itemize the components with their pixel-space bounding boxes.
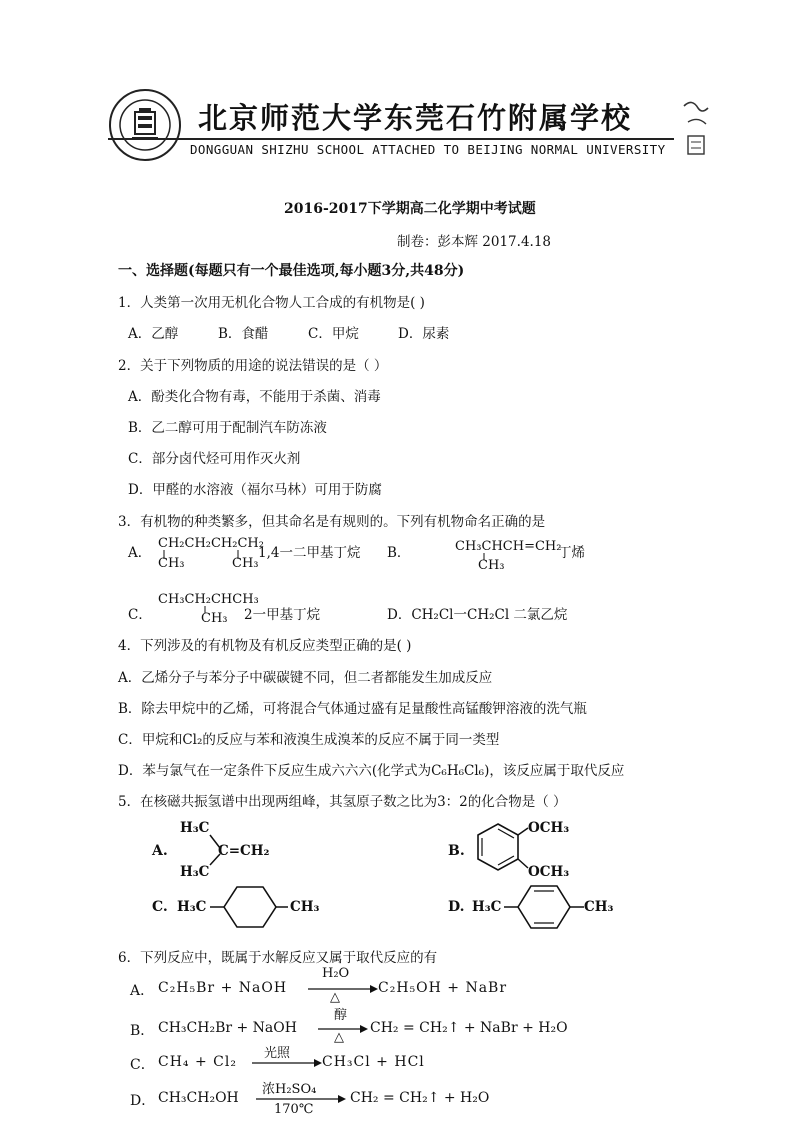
q6-option-a-products: C₂H₅OH + NaBr xyxy=(378,980,508,996)
q3-option-a-methyl-left: CH₃ xyxy=(158,556,185,571)
q5-option-a-label: A. xyxy=(152,843,168,859)
q6-option-d-label: D． xyxy=(130,1093,156,1109)
q5-option-a-formula: C=CH₂ xyxy=(218,843,270,859)
school-emblem xyxy=(108,88,182,162)
q4-option-d: D．苯与氯气在一定条件下反应生成六六六(化学式为C₆H₆Cl₆)，该反应属于取代反应 xyxy=(118,763,625,779)
q1-stem: 1．人类第一次用无机化合物人工合成的有机物是( ) xyxy=(118,295,425,311)
q5-option-b-label: B. xyxy=(448,843,465,859)
q3-option-a-formula: CH₂CH₂CH₂CH₂ xyxy=(158,536,264,551)
q6-option-b-condition-top: 醇 xyxy=(334,1008,348,1023)
q6-option-c-products: CH₃Cl + HCl xyxy=(322,1054,425,1070)
q3-option-b-name: 丁烯 xyxy=(558,545,585,561)
q6-option-b-condition-bottom: △ xyxy=(334,1030,344,1045)
q6-option-a-condition-bottom: △ xyxy=(330,990,340,1005)
q5-option-c-right: CH₃ xyxy=(290,899,320,915)
q5-option-d-label: D. xyxy=(448,899,465,915)
q6-option-b-products: CH₂ = CH₂↑ + NaBr + H₂O xyxy=(370,1020,568,1036)
header-rule xyxy=(108,138,674,140)
q6-option-a-arrow xyxy=(308,984,378,994)
signature-mark xyxy=(680,96,714,160)
q5-option-c-left: H₃C xyxy=(177,899,207,915)
q6-option-d-condition-bottom: 170℃ xyxy=(274,1102,314,1117)
q3-option-c-name: 2一甲基丁烷 xyxy=(244,607,321,623)
q6-option-d-products: CH₂ = CH₂↑ + H₂O xyxy=(350,1090,490,1106)
q2-option-a: A．酚类化合物有毒，不能用于杀菌、消毒 xyxy=(128,389,381,405)
q6-option-c-reactants: CH₄ + Cl₂ xyxy=(158,1054,237,1070)
q6-stem: 6．下列反应中，既属于水解反应又属于取代反应的有 xyxy=(118,950,438,966)
q5-option-d-left: H₃C xyxy=(472,899,502,915)
q5-option-d-benzene-ring xyxy=(504,882,586,932)
q6-option-a-label: A． xyxy=(130,983,155,999)
q6-option-a-condition-top: H₂O xyxy=(322,966,350,981)
q3-option-c-label: C． xyxy=(128,607,152,623)
q5-option-d-right: CH₃ xyxy=(584,899,614,915)
q3-option-b-label: B． xyxy=(387,545,411,561)
q2-stem: 2．关于下列物质的用途的说法错误的是（ ） xyxy=(118,358,388,374)
q6-option-b-label: B． xyxy=(130,1023,155,1039)
q6-option-c-condition-top: 光照 xyxy=(264,1046,291,1061)
school-name-en: DONGGUAN SHIZHU SCHOOL ATTACHED TO BEIJING NORMAL UNIVERSITY xyxy=(190,142,666,157)
q1-option-d: D．尿素 xyxy=(398,326,450,342)
q5-option-a-h3c-bottom: H₃C xyxy=(180,864,210,880)
q1-option-c: C．甲烷 xyxy=(308,326,359,342)
section-title: 一、选择题(每题只有一个最佳选项,每小题3分,共48分) xyxy=(118,263,465,279)
school-name-cn: 北京师范大学东莞石竹附属学校 xyxy=(198,101,633,135)
q3-option-b-methyl: CH₃ xyxy=(478,558,505,573)
q3-option-a-name: 1,4一二甲基丁烷 xyxy=(258,545,361,561)
q2-option-d: D．甲醛的水溶液（福尔马林）可用于防腐 xyxy=(128,482,382,498)
q3-stem: 3．有机物的种类繁多，但其命名是有规则的。下列有机物命名正确的是 xyxy=(118,514,546,530)
q5-option-b-och3-top: OCH₃ xyxy=(528,820,570,836)
q3-option-a-label: A． xyxy=(128,545,152,561)
q3-option-b-formula: CH₃CHCH=CH₂ xyxy=(455,539,562,554)
q6-option-d-reactants: CH₃CH₂OH xyxy=(158,1090,239,1106)
exam-title: 2016-2017下学期高二化学期中考试题 xyxy=(284,201,536,217)
q5-option-b-och3-bottom: OCH₃ xyxy=(528,864,570,880)
q6-option-d-condition-top: 浓H₂SO₄ xyxy=(262,1082,317,1097)
q3-option-c-methyl: CH₃ xyxy=(201,611,228,626)
q3-option-c-formula: CH₃CH₂CHCH₃ xyxy=(158,592,259,607)
q4-option-b: B．除去甲烷中的乙烯，可将混合气体通过盛有足量酸性高锰酸钾溶液的洗气瓶 xyxy=(118,701,587,717)
q5-stem: 5．在核磁共振氢谱中出现两组峰，其氢原子数之比为3：2的化合物是（ ） xyxy=(118,794,567,810)
q6-option-a-reactants: C₂H₅Br + NaOH xyxy=(158,980,288,996)
q2-option-c: C．部分卤代烃可用作灭火剂 xyxy=(128,451,301,467)
q3-option-d: D．CH₂Cl一CH₂Cl 二氯乙烷 xyxy=(387,607,568,623)
q6-option-b-reactants: CH₃CH₂Br + NaOH xyxy=(158,1020,297,1036)
q1-option-a: A．乙醇 xyxy=(128,326,179,342)
q3-option-a-methyl-right: CH₃ xyxy=(232,556,259,571)
q6-option-c-arrow xyxy=(252,1058,322,1068)
exam-author: 制卷：彭本辉 2017.4.18 xyxy=(397,234,551,250)
q2-option-b: B．乙二醇可用于配制汽车防冻液 xyxy=(128,420,327,436)
q4-option-a: A．乙烯分子与苯分子中碳碳键不同，但二者都能发生加成反应 xyxy=(118,670,493,686)
q1-option-b: B．食醋 xyxy=(218,326,269,342)
q4-stem: 4．下列涉及的有机物及有机反应类型正确的是( ) xyxy=(118,638,412,654)
q4-option-c: C．甲烷和Cl₂的反应与苯和液溴生成溴苯的反应不属于同一类型 xyxy=(118,732,500,748)
q5-option-c-label: C. xyxy=(152,899,168,915)
q6-option-c-label: C． xyxy=(130,1057,155,1073)
q5-option-c-cyclohexane-ring xyxy=(210,884,290,930)
q5-option-a-h3c-top: H₃C xyxy=(180,820,210,836)
